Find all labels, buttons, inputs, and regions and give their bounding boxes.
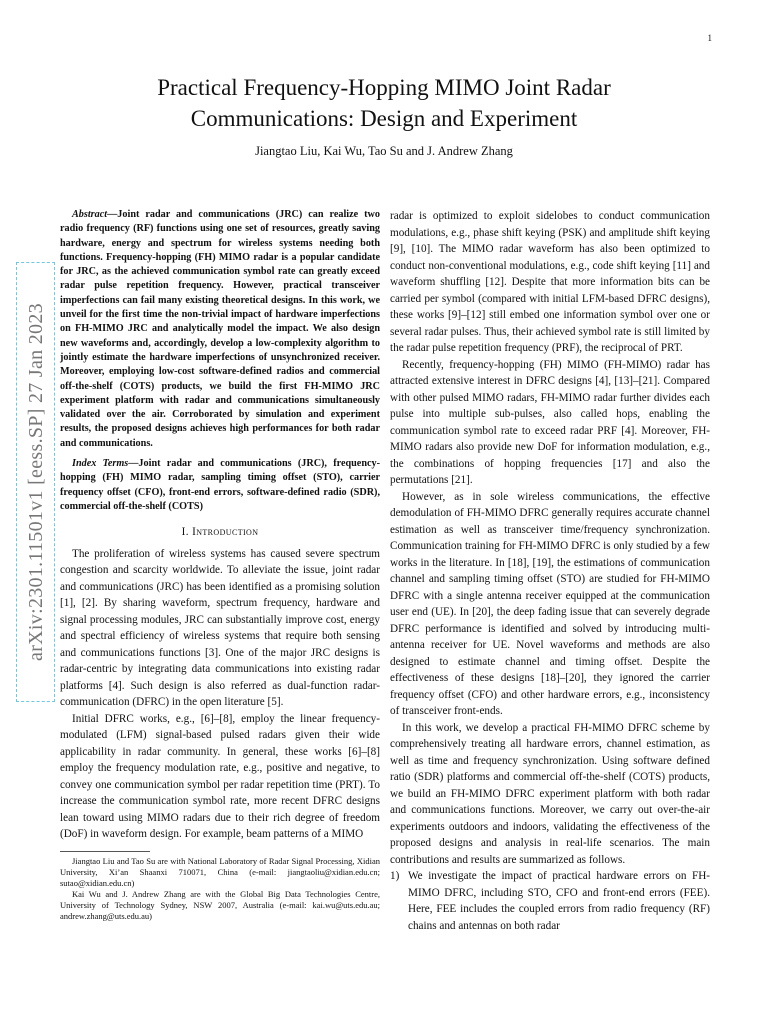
footnote-divider <box>60 851 150 852</box>
footnote: Kai Wu and J. Andrew Zhang are with the Global Big Data Technologies Centre, University of Technology Sydney, NSW 2007, Australia (e-mail: kai.wu@uts.edu.au; andrew.zhang@uts.edu.au) <box>60 888 380 921</box>
index-terms-text: —Joint radar and communications (JRC), frequency-hopping (FH) MIMO radar, sampling timing offset (STO), carrier frequency offset (CFO), front-end errors, software-defined radio (SDR), commercial off-the-shelf (COTS) <box>60 458 380 512</box>
abstract-text: —Joint radar and communications (JRC) can realize two radio frequency (RF) functions using one set of resources, greatly saving hardware, energy and spectrum for wireless systems needing both functions. Frequency-hopping (FH) MIMO radar is a popular candidate for JRC, as the achieved communication symbol rate can greatly exceed radar pulse repetition frequency. However, practical transceiver imperfections can fail many existing theoretical designs. In this work, we unveil for the first time the non-trivial impact of hardware imperfections on FH-MIMO JRC and analytically model the impact. We also design new waveforms and, accordingly, develop a low-complexity algorithm to jointly estimate the hardware imperfections of unsynchronized receiver. Moreover, employing low-cost software-defined radios and commercial off-the-shelf (COTS) products, we build the first FH-MIMO JRC experiment platform with radar and communications simultaneously validated over the air. Corroborated by simulation and experiment results, the proposed designs achieves high performances for both radar and communications. <box>60 209 380 449</box>
title-line: Practical Frequency-Hopping MIMO Joint Radar <box>157 75 611 100</box>
author-list: Jiangtao Liu, Kai Wu, Tao Su and J. Andrew Zhang <box>255 144 513 158</box>
arxiv-stamp-text: arXiv:2301.11501v1 [eess.SP] 27 Jan 2023 <box>25 303 47 661</box>
contribution-list-item <box>390 868 710 934</box>
list-marker: 1) <box>390 870 400 882</box>
body-paragraph: Initial DFRC works, e.g., [6]–[8], employ the linear frequency-modulated (LFM) signal-based pulsed radars given their wide applicability in radar community. In general, these works [6]–[8] employ the frequency modulation rate, e.g., positive and negative, to convey one communication symbol per radar repetition time (PRT). To increase the communication symbol rate, more recent DFRC designs lean toward using MIMO radars due to their rich degree of freedom (DoF) in waveform design. For example, beam patterns of a MIMO <box>60 712 380 841</box>
section-heading: I. Introduction <box>181 526 259 539</box>
arxiv-stamp-border <box>16 262 55 702</box>
footnote: Jiangtao Liu and Tao Su are with National Laboratory of Radar Signal Processing, Xidian University, Xi’an Shaanxi 710071, China (e-mail: jiangtaoliu@xidian.edu.cn; sutao@xidian.edu.cn) <box>60 855 380 888</box>
abstract <box>60 208 380 451</box>
index-terms <box>60 457 380 514</box>
abstract-lead: Abstract <box>72 209 108 220</box>
arxiv-identifier-stamp <box>25 262 47 702</box>
body-paragraph: In this work, we develop a practical FH-MIMO DFRC scheme by comprehensively treating all hardware errors, channel estimation, as well as time and frequency synchronization. Using software defined ratio (SDR) platforms and commercial off-the-shelf (COTS) products, we build an FH-MIMO DFRC experiment platform with both radar and communications functions. Moreover, we carry out over-the-air experiments outdoors and indoors, validating the effectiveness of the proposed designs and analysis in real-life scenarios. The main contributions and results are summarized as follows. <box>390 721 710 866</box>
paper-title <box>60 72 708 134</box>
page-number: 1 <box>707 33 712 43</box>
body-paragraph-continued: radar is optimized to exploit sidelobes to conduct communication modulations, e.g., phase shift keying (PSK) and amplitude shift keying [9], [10]. The MIMO radar waveform has also been optimized to conduct non-conventional modulations, e.g., code shift keying [11] and waveform shuffling [12]. Despite that more information bits can be carried per symbol (compared with initial LFM-based DFRC designs), these works [9]–[12] still embed one information symbol over one or several radar pulses. Thus, their achieved symbol rate is still limited by the radar pulse repetition frequency (PRF), the reciprocal of PRT. <box>390 210 710 354</box>
right-column <box>390 208 710 934</box>
body-paragraph: The proliferation of wireless systems has caused severe spectrum congestion and scarcity worldwide. To alleviate the issue, joint radar and communications (JRC) has been identified as a promising solution [1], [2]. By sharing waveform, spectrum frequency, hardware and signal processing modules, JRC can substantially improve cost, energy and spectral efficiency of wireless systems that require both sensing and communications functions [3]. One of the major JRC designs is radar-centric by integrating data communications into existing radar platforms [4]. Such design is also referred as dual-function radar-communication (DFRC) in the open literature [5]. <box>60 547 380 709</box>
index-terms-lead: Index Terms <box>72 458 129 470</box>
body-paragraph: Recently, frequency-hopping (FH) MIMO (FH-MIMO) radar has attracted extensive interest in DFRC designs [4], [13]–[21]. Compared with other pulsed MIMO radars, FH-MIMO radar further divides each pulse into multiple sub-pulses, also called hops, enabling the communication symbol rate to exceed radar PRF [4]. Moreover, FH-MIMO radars also provide new DoF for information modulation, e.g., the combinations of hopping frequencies [17] and also the permutations [21]. <box>390 358 710 486</box>
left-column <box>60 208 380 922</box>
title-line: Communications: Design and Experiment <box>190 106 578 131</box>
body-paragraph: However, as in sole wireless communications, the effective demodulation of FH-MIMO DFRC generally requires accurate channel estimation as well as transceiver time/frequency synchronization. Communication training for FH-MIMO DFRC is only studied by a few works in the literature. In [18], [19], the estimations of communication channel and sampling timing offset (STO) are studied for FH-MIMO DFRC with a single antenna receiver equipped at the communication user end (UE). In [20], the deep fading issue that can severely degrade DFRC performance is identified and solved by introducing multi-antenna receiver for UE. Novel waveforms and methods are also designed to estimate channel and timing offset. Despite the effectiveness of these designs [18]–[20], they ignored the carrier frequency offset (CFO) and other hardware errors, e.g., inconsistency of transceiver front-ends. <box>390 490 710 717</box>
list-item-text: We investigate the impact of practical hardware errors on FH-MIMO DFRC, including STO, CFO and front-end errors (FEE). Here, FEE includes the coupled errors from radio frequency (RF) chains and antennas on both radar <box>408 870 710 932</box>
